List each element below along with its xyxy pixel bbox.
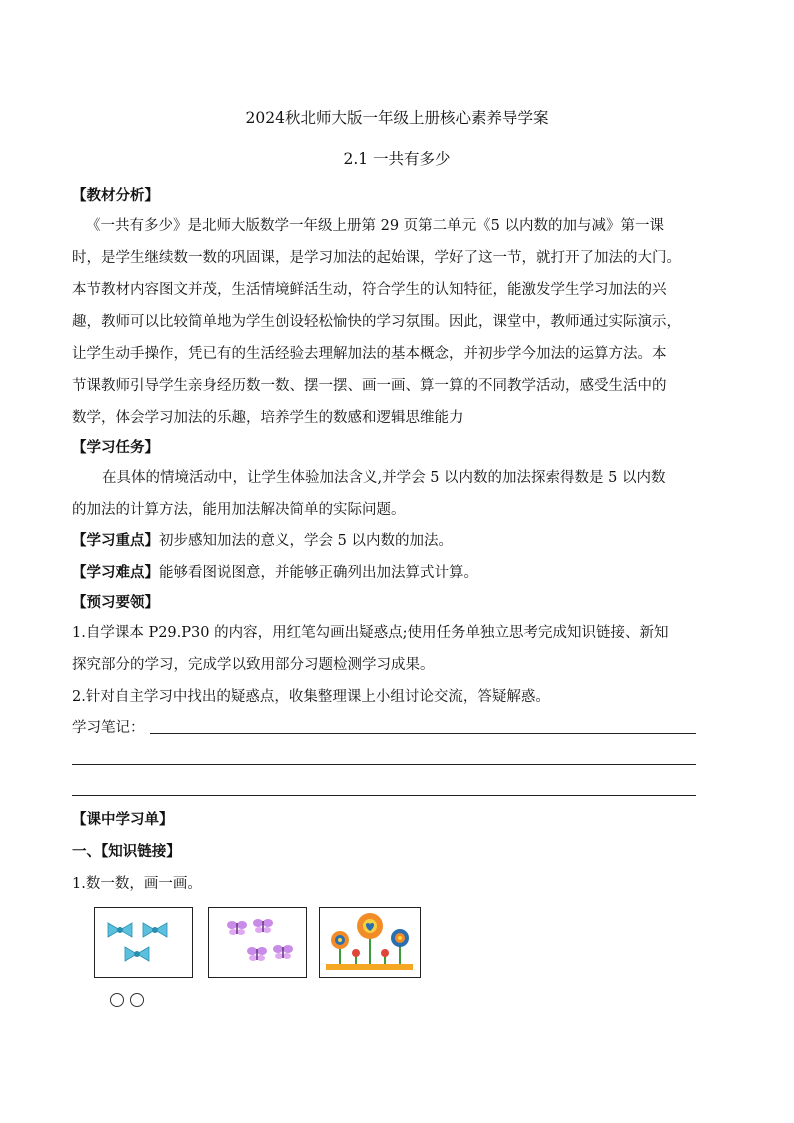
butterflies-picture (208, 907, 307, 978)
classwork-heading: 【课中学习单】 (72, 811, 174, 828)
analysis-line-5: 让学生动手操作，凭已有的生活经验去理解加法的基本概念，并初步学今加法的运算方法。本 (72, 346, 667, 362)
analysis-line-1: 《一共有多少》是北师大版数学一年级上册第 29 页第二单元《5 以内数的加与减》第一课 (86, 218, 664, 234)
bow-icon (108, 923, 132, 937)
bows-picture (94, 907, 193, 978)
difficulty-text: 能够看图说图意，并能够正确列出加法算式计算。 (159, 565, 478, 581)
flower-icon (357, 913, 383, 964)
flowers-picture (319, 907, 421, 978)
analysis-line-6: 节课教师引导学生亲身经历数一数、摆一摆、画一画、算一算的不同教学活动，感受生活中的 (72, 378, 667, 394)
preview-heading: 【预习要领】 (72, 594, 159, 611)
flower-icon (381, 949, 389, 964)
document-title: 2024秋北师大版一年级上册核心素养导学案 (245, 109, 549, 127)
focus-label: 【学习重点】 (72, 532, 159, 549)
preview-line-1: 1.自学课本 P29.P30 的内容，用红笔勾画出疑惑点;使用任务单独立思考完成知识链接、新知 (72, 625, 669, 641)
flower-icon (331, 931, 349, 964)
butterfly-icon (253, 919, 273, 933)
bow-icon (125, 947, 149, 961)
preview-line-3: 2.针对自主学习中找出的疑惑点，收集整理课上小组讨论交流，答疑解惑。 (72, 689, 550, 705)
notes-line-3[interactable] (72, 795, 696, 796)
question-1: 1.数一数，画一画。 (72, 876, 202, 892)
focus-row (72, 531, 453, 551)
butterfly-icon (273, 945, 293, 959)
task-line-2: 的加法的计算方法，能用加法解决简单的实际问题。 (72, 502, 406, 518)
task-line-1: 在具体的情境活动中，让学生体验加法含义,并学会 5 以内数的加法探索得数是 5 以内数 (102, 470, 666, 486)
analysis-line-2: 时，是学生继续数一数的巩固课，是学习加法的起始课，学好了这一节，就打开了加法的大门。 (72, 250, 681, 266)
focus-text: 初步感知加法的意义，学会 5 以内数的加法。 (159, 533, 453, 549)
notes-line-2[interactable] (72, 764, 696, 765)
difficulty-label: 【学习难点】 (72, 564, 159, 581)
notes-label: 学习笔记： (72, 720, 145, 736)
knowledge-link-heading: 一、【知识链接】 (72, 843, 181, 860)
analysis-heading: 【教材分析】 (72, 187, 159, 204)
answer-circle[interactable] (110, 993, 124, 1007)
analysis-line-3: 本节教材内容图文并茂，生活情境鲜活生动，符合学生的认知特征，能激发学生学习加法的兴 (72, 282, 667, 298)
task-heading: 【学习任务】 (72, 439, 159, 456)
lesson-title: 2.1 一共有多少 (343, 150, 451, 168)
flowers-svg (320, 908, 419, 976)
analysis-line-4: 趣，教师可以比较简单地为学生创设轻松愉快的学习氛围。因此，课堂中，教师通过实际演示， (72, 314, 681, 330)
flower-icon (352, 949, 360, 964)
analysis-line-7: 数学，体会学习加法的乐趣，培养学生的数感和逻辑思维能力 (72, 410, 464, 426)
butterfly-icon (247, 947, 267, 961)
flower-icon (391, 929, 409, 964)
butterflies-svg (209, 908, 305, 976)
butterfly-icon (227, 921, 247, 935)
difficulty-row (72, 563, 478, 583)
bow-icon (143, 923, 167, 937)
answer-circle[interactable] (130, 993, 144, 1007)
notes-line-1[interactable] (150, 733, 696, 734)
bows-svg (95, 908, 191, 976)
preview-line-2: 探究部分的学习，完成学以致用部分习题检测学习成果。 (72, 657, 435, 673)
